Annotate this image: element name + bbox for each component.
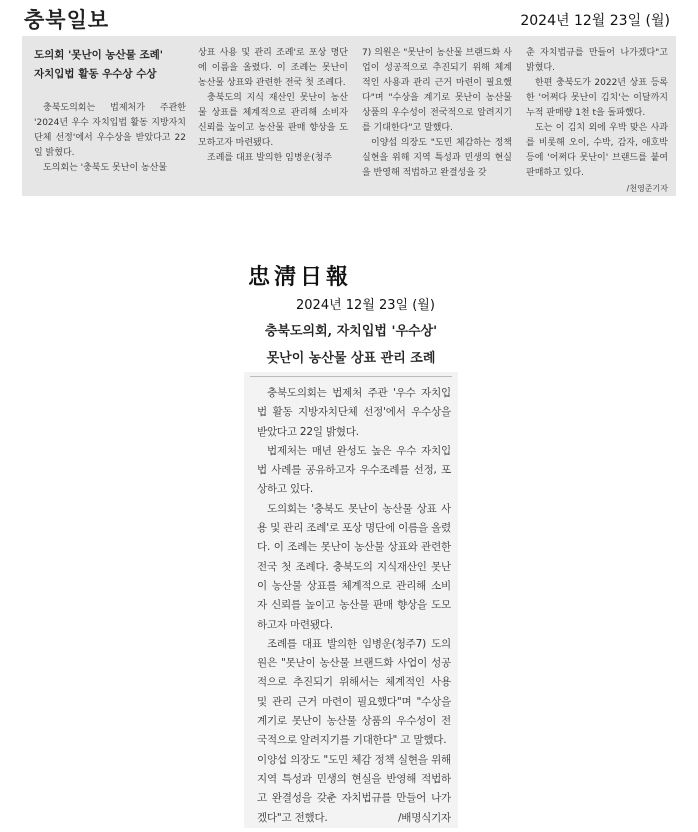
headline-line-1: 충북도의회, 자치입법 '우수상' xyxy=(264,324,438,339)
article-paragraph: 춘 자치법규를 만들어 나가겠다"고 밝혔다. xyxy=(526,48,668,73)
chungcheong-ilbo-clipping xyxy=(240,258,462,828)
article-paragraph xyxy=(257,751,451,828)
newspaper-name: 충북일보 xyxy=(24,8,110,32)
article-paragraph-text: 이양섭 의장도 "도민 체감 정책 실현을 위해 지역 특성과 민생의 현실을 반영해 적법하고 완결성을 갖춘 자치법규를 만들어 나가겠다"고 전했다. xyxy=(257,753,451,824)
headline-line-1: 도의회 '못난이 농산물 조례' xyxy=(34,49,163,61)
article-paragraph: 도는 이 김치 외에 우박 맞은 사과를 비롯해 오이, 수박, 감자, 애호박 등에 '어쩌다 못난이' 브랜드를 붙여 판매하고 있다. xyxy=(526,123,668,178)
article-column-1 xyxy=(34,46,186,176)
article-paragraph: 조례를 대표 발의한 임병운(청주7) 도의원은 "못난이 농산물 브랜드화 사업이 성공적으로 추진되기 위해서는 체계적인 사용 및 관리 근거 마련이 필요했다"며 "수상을 계기로 못난이 농산물 상품의 우수성이 전국적으로 알려지기를 기대한다" 고 말했다. xyxy=(257,637,451,747)
article-paragraph: 법제처는 매년 완성도 높은 우수 자치입법 사례를 공유하고자 우수조례를 선정, 포상하고 있다. xyxy=(257,444,451,496)
headline-line-2: 못난이 농산물 상표 관리 조례 xyxy=(266,351,436,366)
article-paragraph: 도의회는 '충북도 못난이 농산물 상표 사용 및 관리 조례'로 포상 명단에 이름을 올렸다. 이 조례는 못난이 농산물 상표와 관련한 전국 첫 조례다. 충북도의 지식재산인 못난이 농산물 상표를 체계적으로 관리해 소비자 신뢰를 높이고 농산물 판매 향상을 도모하고자 마련됐다. xyxy=(257,502,451,631)
article-column-4 xyxy=(526,46,668,196)
article-paragraph: 충북도의회는 법제처가 주관한 '2024년 우수 자치입법 활동 지방자치단체 선정'에서 우수상을 받았다고 22일 밝혔다. xyxy=(34,103,186,158)
masthead xyxy=(22,4,676,34)
article-paragraph: 충북도의회는 법제처 주관 '우수 자치입법 활동 지방자치단체 선정'에서 우수상을 받았다고 22일 밝혔다. xyxy=(257,387,451,438)
article-text xyxy=(257,384,451,828)
article-headline xyxy=(34,46,186,84)
article-headline xyxy=(244,318,458,372)
article-paragraph: 충북도의 지식 재산인 못난이 농산물 상표를 체계적으로 관리해 소비자 신뢰를 높이고 농산물 판매 향상을 도모하고자 마련됐다. xyxy=(198,93,348,148)
headline-line-2: 자치입법 활동 우수상 수상 xyxy=(34,68,157,80)
newspaper-name: 忠淸日報 xyxy=(248,264,353,290)
article-paragraph: 7) 의원은 "못난이 농산물 브랜드화 사업이 성공적으로 추진되기 위해 체계적인 사용과 관리 근거 마련이 필요했다"며 "수상을 계기로 못난이 농산물 상품의 우수성이 전국적으로 알려지기를 기대한다"고 말했다. xyxy=(362,48,512,133)
chungbuk-ilbo-clipping xyxy=(22,0,676,196)
article-paragraph: 도의회는 '충북도 못난이 농산물 xyxy=(43,163,168,173)
article-paragraph: 상표 사용 및 관리 조례'로 포상 명단에 이름을 올렸다. 이 조례는 못난이 농산물 상표와 관련한 전국 첫 조례다. xyxy=(198,48,348,88)
article-paragraph: 이양섭 의장도 "도민 체감하는 정책 실현을 위해 지역 특성과 민생의 현실을 반영해 적법하고 완결성을 갖 xyxy=(362,138,512,178)
article-paragraph: 조례를 대표 발의한 임병운(청주 xyxy=(207,153,333,163)
divider xyxy=(250,376,452,377)
publication-date: 2024년 12월 23일 (월) xyxy=(520,13,670,29)
reporter-byline: /배명식기자 xyxy=(397,811,451,824)
article-column-3 xyxy=(362,46,512,181)
article-body xyxy=(22,36,676,196)
article-column-2 xyxy=(198,46,348,166)
reporter-byline: /천영준기자 xyxy=(626,184,668,193)
article-paragraph: 한편 충북도가 2022년 상표 등록한 '어쩌다 못난이 김치'는 이달까지 누적 판매량 1천 t을 돌파했다. xyxy=(526,78,668,118)
article-body xyxy=(244,372,458,828)
publication-date: 2024년 12월 23일 (월) xyxy=(296,298,435,313)
